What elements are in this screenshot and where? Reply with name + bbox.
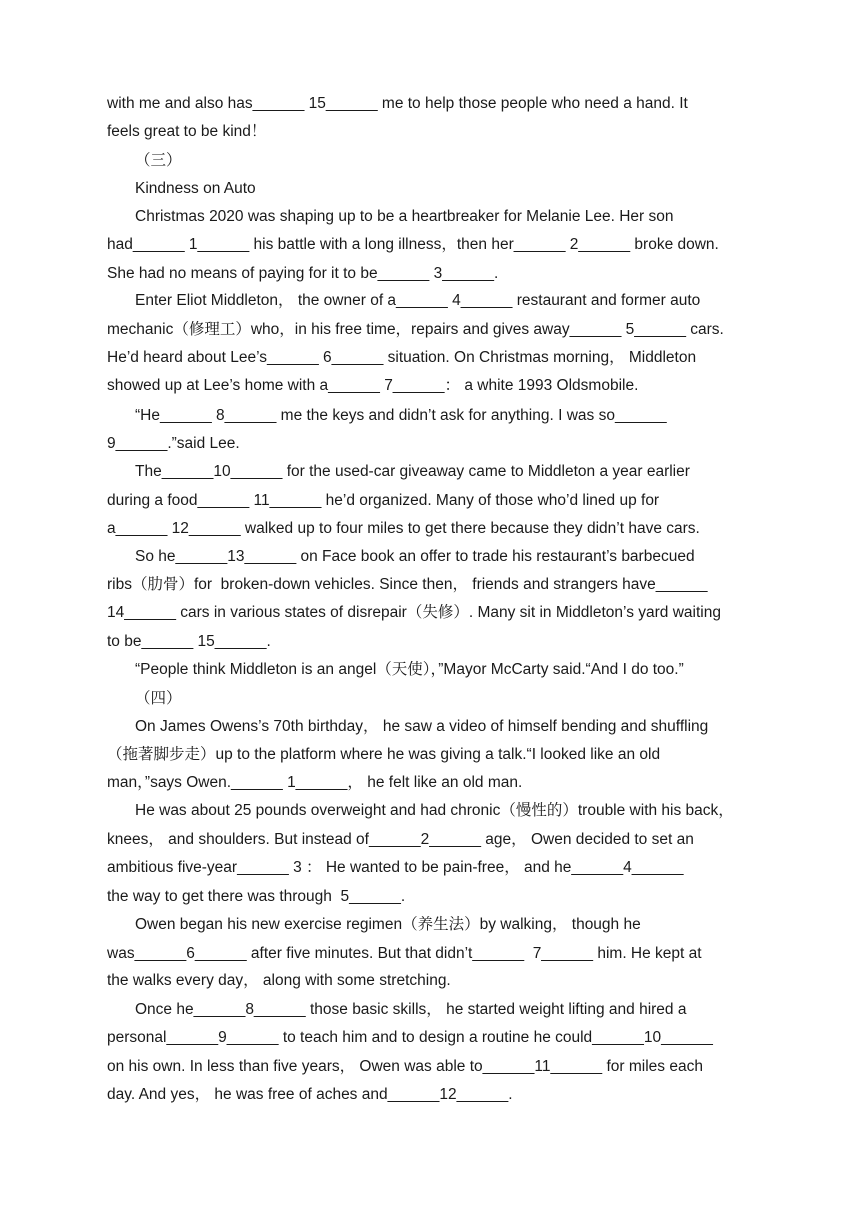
text-line: 14______ cars in various states of disrepair（失修）. Many sit in Middleton’s yard waiting <box>107 604 721 621</box>
section-heading: （四） <box>135 689 182 707</box>
text-line: mechanic（修理工）who，in his free time，repairs and gives away______ 5______ cars. <box>107 321 724 338</box>
text-line: feels great to be kind！ <box>107 123 267 140</box>
text-line: The______10______ for the used-car giveaway came to Middleton a year earlier <box>135 463 690 480</box>
text-line: was______6______ after five minutes. But that didn’t______ 7______ him. He kept at <box>107 945 702 962</box>
text-line: “He______ 8______ me the keys and didn’t ask for anything. I was so______ <box>135 407 667 424</box>
text-line: （拖著脚步走）up to the platform where he was giving a talk.“I looked like an old <box>107 746 661 763</box>
section-heading: （三） <box>135 151 182 169</box>
text-line: Enter Eliot Middleton， the owner of a______ 4______ restaurant and former auto <box>135 292 701 309</box>
text-line: on his own. In less than five years， Owen was able to______11______ for miles each <box>107 1058 703 1075</box>
text-line: “People think Middleton is an angel（天使），”Mayor McCarty said.“And I do too.” <box>135 661 684 678</box>
text-line: the walks every day， along with some stretching. <box>107 972 451 989</box>
text-line: to be______ 15______. <box>107 633 271 650</box>
text-line: He’d heard about Lee’s______ 6______ situation. On Christmas morning， Middleton <box>107 349 697 366</box>
text-line: She had no means of paying for it to be______ 3______. <box>107 265 499 282</box>
text-line: knees， and shoulders. But instead of______2______ age， Owen decided to set an <box>107 831 694 848</box>
text-line: during a food______ 11______ he’d organized. Many of those who’d lined up for <box>107 492 660 509</box>
text-line: had______ 1______ his battle with a long illness，then her______ 2______ broke down. <box>107 236 719 253</box>
text-line: Christmas 2020 was shaping up to be a heartbreaker for Melanie Lee. Her son <box>135 208 674 225</box>
text-line: day. And yes， he was free of aches and______12______. <box>107 1086 513 1103</box>
text-line: man，”says Owen.______ 1______， he felt like an old man. <box>107 774 523 791</box>
text-line: ribs（肋骨）for broken-down vehicles. Since then， friends and strangers have______ <box>107 576 708 593</box>
text-line: Owen began his new exercise regimen（养生法）by walking， though he <box>135 916 641 933</box>
text-line: a______ 12______ walked up to four miles to get there because they didn’t have cars. <box>107 520 700 537</box>
text-line: He was about 25 pounds overweight and had chronic（慢性的）trouble with his back， <box>135 802 734 819</box>
text-line: the way to get there was through 5______. <box>107 888 406 905</box>
text-line: showed up at Lee’s home with a______ 7______： a white 1993 Oldsmobile. <box>107 377 639 394</box>
text-line: Once he______8______ those basic skills， he started weight lifting and hired a <box>135 1001 687 1018</box>
text-line: So he______13______ on Face book an offer to trade his restaurant’s barbecued <box>135 548 695 565</box>
passage-title: Kindness on Auto <box>135 180 256 197</box>
text-line: personal______9______ to teach him and to design a routine he could______10______ <box>107 1029 713 1046</box>
text-line: On James Owens’s 70th birthday， he saw a video of himself bending and shuffling <box>135 718 709 735</box>
text-line: 9______.”said Lee. <box>107 435 240 452</box>
text-line: with me and also has______ 15______ me to help those people who need a hand. It <box>107 95 688 112</box>
text-line: ambitious five-year______ 3 ： He wanted to be pain-free， and he______4______ <box>107 859 684 876</box>
